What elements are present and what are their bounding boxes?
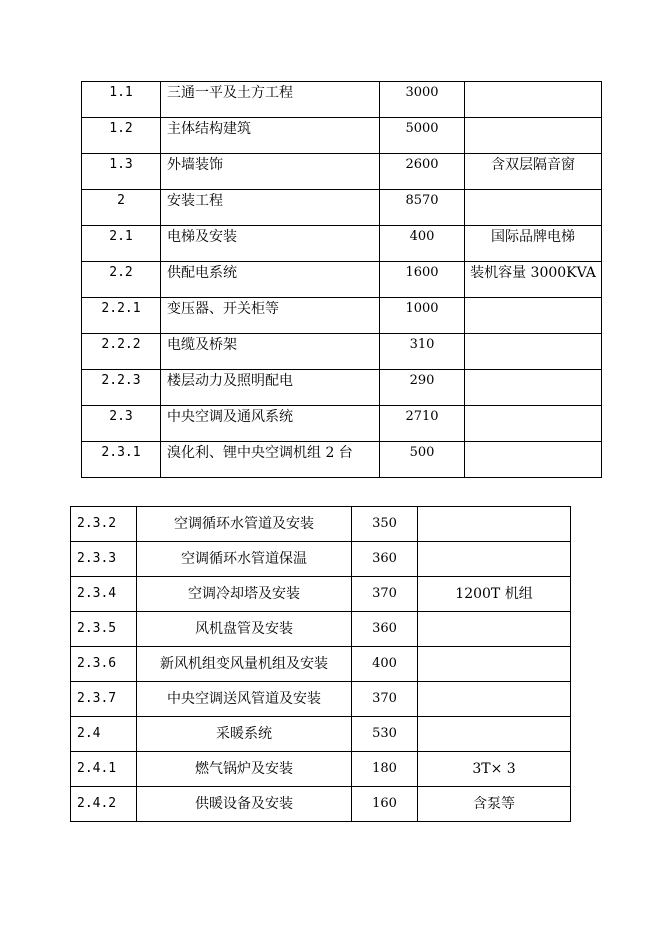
table-row bbox=[82, 82, 602, 118]
amount-cell: 310 bbox=[380, 334, 465, 370]
item-code-cell: 2.4.1 bbox=[71, 752, 137, 787]
item-name-cell: 安装工程 bbox=[161, 190, 380, 226]
note-cell bbox=[418, 507, 571, 542]
table-row bbox=[82, 262, 602, 298]
note-cell: 含双层隔音窗 bbox=[465, 154, 602, 190]
amount-cell: 290 bbox=[380, 370, 465, 406]
item-code-cell: 2.1 bbox=[82, 226, 161, 262]
table-row bbox=[71, 682, 571, 717]
table-row bbox=[82, 370, 602, 406]
table-row bbox=[82, 442, 602, 478]
item-code-cell: 2.3.7 bbox=[71, 682, 137, 717]
table-row bbox=[71, 612, 571, 647]
amount-cell: 5000 bbox=[380, 118, 465, 154]
item-code-cell: 1.1 bbox=[82, 82, 161, 118]
amount-cell: 8570 bbox=[380, 190, 465, 226]
amount-cell: 180 bbox=[352, 752, 418, 787]
item-name-cell: 外墙装饰 bbox=[161, 154, 380, 190]
amount-cell: 3000 bbox=[380, 82, 465, 118]
note-cell bbox=[418, 682, 571, 717]
amount-cell: 370 bbox=[352, 682, 418, 717]
item-code-cell: 2.3.1 bbox=[82, 442, 161, 478]
amount-cell: 360 bbox=[352, 542, 418, 577]
amount-cell: 360 bbox=[352, 612, 418, 647]
item-code-cell: 2.4.2 bbox=[71, 787, 137, 822]
item-code-cell: 2.3.4 bbox=[71, 577, 137, 612]
amount-cell: 400 bbox=[352, 647, 418, 682]
note-cell bbox=[465, 442, 602, 478]
item-code-cell: 2.2.3 bbox=[82, 370, 161, 406]
item-code-cell: 2.3 bbox=[82, 406, 161, 442]
item-name-cell: 空调循环水管道及安装 bbox=[137, 507, 352, 542]
note-cell bbox=[418, 542, 571, 577]
item-name-cell: 供配电系统 bbox=[161, 262, 380, 298]
amount-cell: 2600 bbox=[380, 154, 465, 190]
item-name-cell: 电梯及安装 bbox=[161, 226, 380, 262]
note-cell bbox=[465, 118, 602, 154]
table-row bbox=[82, 226, 602, 262]
note-cell: 3T× 3 bbox=[418, 752, 571, 787]
item-name-cell: 新风机组变风量机组及安装 bbox=[137, 647, 352, 682]
note-cell bbox=[465, 298, 602, 334]
note-cell bbox=[465, 370, 602, 406]
item-code-cell: 1.3 bbox=[82, 154, 161, 190]
note-cell bbox=[465, 190, 602, 226]
note-cell bbox=[465, 406, 602, 442]
item-name-cell: 楼层动力及照明配电 bbox=[161, 370, 380, 406]
item-name-cell: 中央空调送风管道及安装 bbox=[137, 682, 352, 717]
note-cell bbox=[465, 334, 602, 370]
note-cell: 1200T 机组 bbox=[418, 577, 571, 612]
item-code-cell: 2 bbox=[82, 190, 161, 226]
item-code-cell: 2.2 bbox=[82, 262, 161, 298]
item-code-cell: 2.3.6 bbox=[71, 647, 137, 682]
item-name-cell: 采暖系统 bbox=[137, 717, 352, 752]
item-code-cell: 2.3.3 bbox=[71, 542, 137, 577]
item-name-cell: 供暖设备及安装 bbox=[137, 787, 352, 822]
table-row bbox=[71, 787, 571, 822]
item-code-cell: 2.3.2 bbox=[71, 507, 137, 542]
note-cell bbox=[465, 82, 602, 118]
item-name-cell: 电缆及桥架 bbox=[161, 334, 380, 370]
note-cell bbox=[418, 612, 571, 647]
amount-cell: 160 bbox=[352, 787, 418, 822]
table-row bbox=[71, 507, 571, 542]
note-cell: 含泵等 bbox=[418, 787, 571, 822]
amount-cell: 1600 bbox=[380, 262, 465, 298]
amount-cell: 400 bbox=[380, 226, 465, 262]
item-name-cell: 溴化利、锂中央空调机组 2 台 bbox=[161, 442, 380, 478]
item-code-cell: 2.4 bbox=[71, 717, 137, 752]
item-name-cell: 主体结构建筑 bbox=[161, 118, 380, 154]
item-code-cell: 2.2.1 bbox=[82, 298, 161, 334]
cost-table-1 bbox=[81, 81, 602, 478]
amount-cell: 350 bbox=[352, 507, 418, 542]
item-name-cell: 风机盘管及安装 bbox=[137, 612, 352, 647]
table-row bbox=[82, 118, 602, 154]
table-row bbox=[82, 190, 602, 226]
item-name-cell: 空调循环水管道保温 bbox=[137, 542, 352, 577]
table-row bbox=[71, 717, 571, 752]
table-row bbox=[71, 577, 571, 612]
item-code-cell: 2.3.5 bbox=[71, 612, 137, 647]
item-name-cell: 中央空调及通风系统 bbox=[161, 406, 380, 442]
amount-cell: 1000 bbox=[380, 298, 465, 334]
table-row bbox=[71, 647, 571, 682]
table-row bbox=[82, 406, 602, 442]
cost-table-2 bbox=[70, 506, 571, 822]
note-cell bbox=[418, 717, 571, 752]
item-name-cell: 燃气锅炉及安装 bbox=[137, 752, 352, 787]
table-row bbox=[82, 154, 602, 190]
note-cell bbox=[418, 647, 571, 682]
amount-cell: 500 bbox=[380, 442, 465, 478]
note-cell: 国际品牌电梯 bbox=[465, 226, 602, 262]
amount-cell: 2710 bbox=[380, 406, 465, 442]
amount-cell: 370 bbox=[352, 577, 418, 612]
table-row bbox=[82, 334, 602, 370]
item-code-cell: 1.2 bbox=[82, 118, 161, 154]
item-name-cell: 变压器、开关柜等 bbox=[161, 298, 380, 334]
table-row bbox=[71, 752, 571, 787]
item-name-cell: 三通一平及土方工程 bbox=[161, 82, 380, 118]
item-name-cell: 空调冷却塔及安装 bbox=[137, 577, 352, 612]
item-code-cell: 2.2.2 bbox=[82, 334, 161, 370]
table-row bbox=[82, 298, 602, 334]
table-row bbox=[71, 542, 571, 577]
note-cell: 装机容量 3000KVA bbox=[465, 262, 602, 298]
amount-cell: 530 bbox=[352, 717, 418, 752]
